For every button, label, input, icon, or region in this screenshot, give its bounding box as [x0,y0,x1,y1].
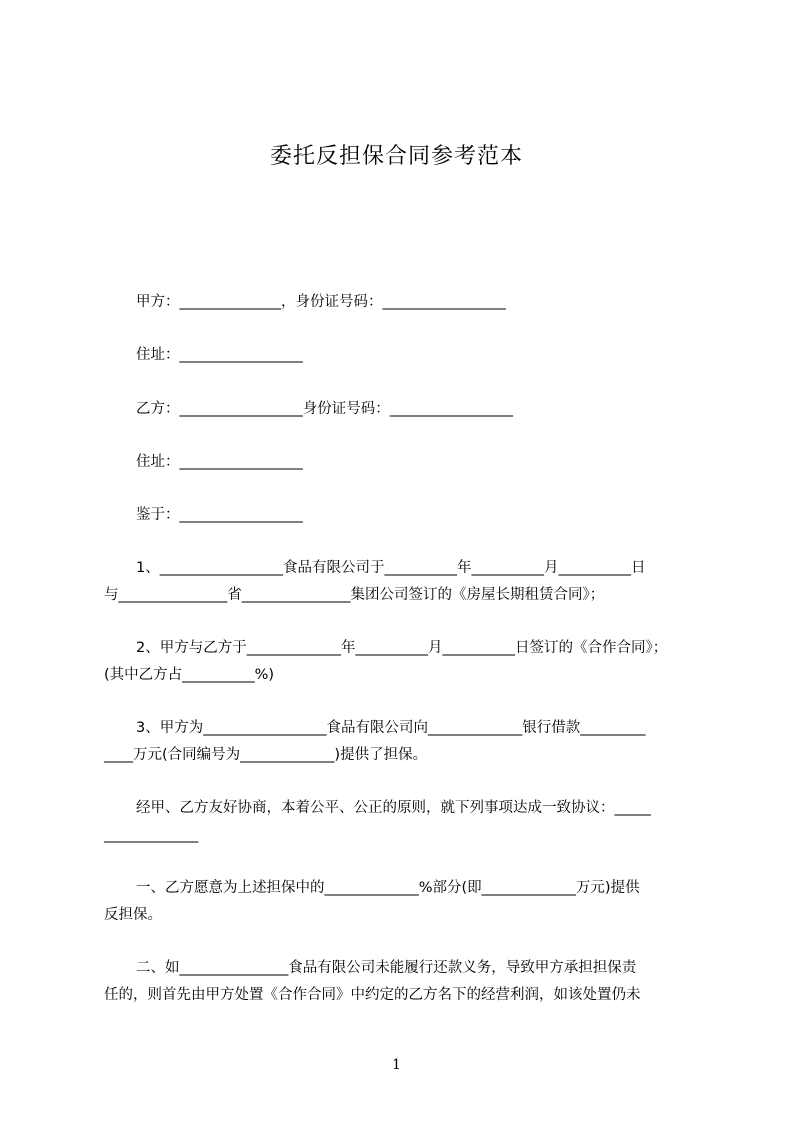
article-1-line-2: 反担保。 [104,907,162,923]
party-b-line: 乙方：_________________身份证号码：_________________ [136,401,513,417]
page-number: 1 [392,1057,401,1073]
party-a-address-line: 住址：_________________ [136,347,303,363]
party-b-address-line: 住址：_________________ [136,454,303,470]
clause-1-line-1: 1、_________________食品有限公司于__________年__________月__________日 [136,560,646,576]
clause-2-line-1: 2、甲方与乙方于_____________年__________月__________日签订的《合作合同》； [136,640,668,656]
agreement-intro-line-2: _____________ [104,827,199,843]
clause-3-line-1: 3、甲方为_________________食品有限公司向_____________银行借款_________ [136,720,646,736]
clause-3-line-2: ____万元(合同编号为_____________)提供了担保。 [104,747,428,763]
whereas-line: 鉴于：_________________ [136,507,303,523]
party-a-line: 甲方：______________，身份证号码：_________________ [136,294,506,310]
agreement-intro-line-1: 经甲、乙方友好协商，本着公平、公正的原则，就下列事项达成一致协议：_____ [136,800,651,816]
article-1-line-1: 一、乙方愿意为上述担保中的_____________%部分(即_____________万元)提供 [136,880,640,896]
clause-2-line-2: (其中乙方占__________%) [104,667,275,683]
article-2-line-2: 任的，则首先由甲方处置《合作合同》中约定的乙方名下的经营利润，如该处置仍未 [104,987,641,1003]
article-2-line-1: 二、如_______________食品有限公司未能履行还款义务，导致甲方承担担保责 [136,960,637,976]
document-title: 委托反担保合同参考范本 [269,144,523,169]
clause-1-line-2: 与_______________省_______________集团公司签订的《房屋长期租赁合同》； [104,587,605,603]
